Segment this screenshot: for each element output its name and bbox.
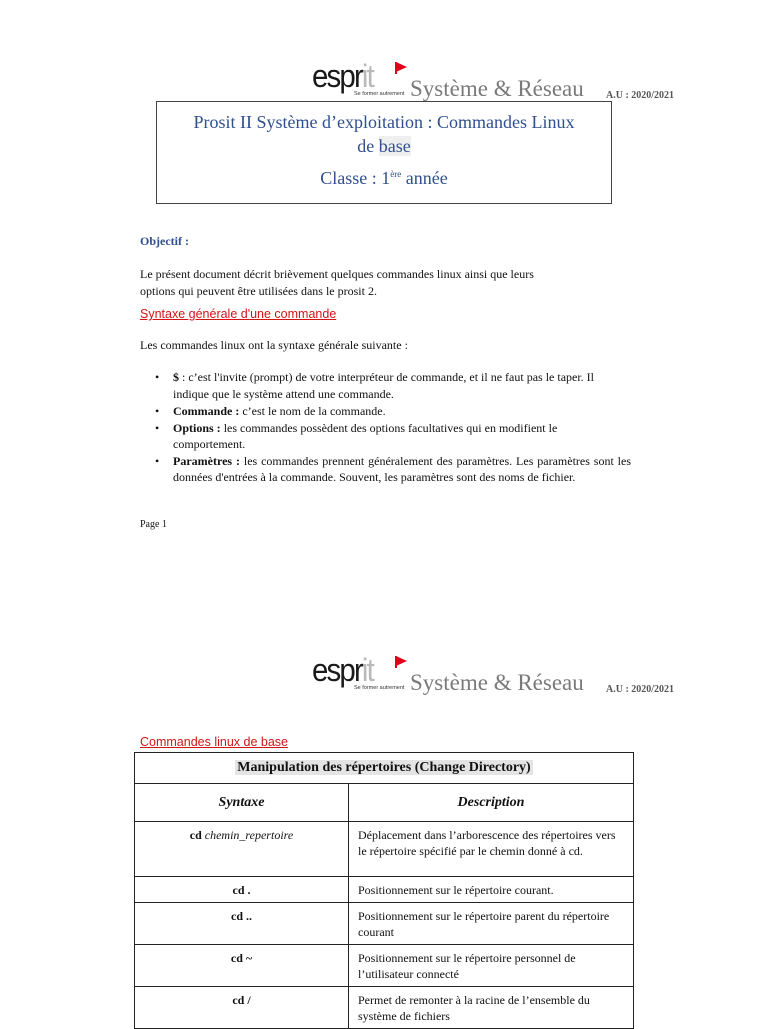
objectif-label: Objectif : [140,234,189,248]
column-header-syntax: Syntaxe [135,784,349,822]
logo-tagline: Se former autrement [354,685,405,691]
syntax-cell: cd .. [135,903,349,945]
page-number: Page 1 [140,519,167,530]
list-item: • $ : c’est l'invite (prompt) de votre interpréteur de commande, et il ne faut pas le taper. Il indique que le système attend une commande. [155,370,595,401]
syntax-cell: cd . [135,877,349,903]
header-year: A.U : 2020/2021 [606,684,675,695]
section-heading-commands: Commandes linux de base [140,735,288,749]
flag-icon [396,62,407,72]
logo-tagline: Se former autrement [354,91,405,97]
table-row [135,987,634,1029]
esprit-logo [312,654,412,694]
syntax-cell: cd / [135,987,349,1029]
table-row [135,822,634,877]
class-label: Classe : 1ère année [320,168,448,188]
list-item: • Options : les commandes possèdent des options facultatives qui en modifient le comportement. [155,420,558,451]
header-title: Système & Réseau [410,76,584,101]
syntax-cell: cd chemin_repertoire [135,822,349,877]
table-row [135,903,634,945]
syntax-intro: Les commandes linux ont la syntaxe générale suivante : [140,338,408,352]
header-year: A.U : 2020/2021 [606,90,675,101]
table-caption: Manipulation des répertoires (Change Directory) [135,753,634,784]
title-box [156,101,612,204]
syntax-bullet-list [155,369,631,486]
document-title: Prosit II Système d’exploitation : Commandes Linux de base [193,112,575,156]
section-heading-syntax: Syntaxe générale d'une commande [140,307,337,321]
list-item: • Commande : c’est le nom de la commande. [155,404,386,418]
logo-wordmark: esprit [312,652,373,688]
header-title: Système & Réseau [410,670,584,695]
description-cell: Permet de remonter à la racine de l’ensemble du système de fichiers [349,987,634,1029]
flag-icon [396,656,407,666]
list-item: • Paramètres : les commandes prennent généralement des paramètres. Les paramètres sont les données d'entrées à la commande. Souvent, les paramètres sont des noms de fichier. [155,453,632,484]
description-cell: Déplacement dans l’arborescence des répertoires vers le répertoire spécifié par le chemin donné à cd. [349,822,634,877]
directory-commands-table [134,752,634,1029]
description-cell: Positionnement sur le répertoire personnel de l’utilisateur connecté [349,945,634,987]
esprit-logo [312,60,412,100]
table-row [135,877,634,903]
intro-paragraph: Le présent document décrit brièvement quelques commandes linux ainsi que leurs options qui peuvent être utilisées dans le prosit 2. [140,267,534,298]
table-row [135,945,634,987]
logo-wordmark: esprit [312,58,373,94]
description-cell: Positionnement sur le répertoire parent du répertoire courant [349,903,634,945]
syntax-cell: cd ~ [135,945,349,987]
column-header-description: Description [349,784,634,822]
description-cell: Positionnement sur le répertoire courant. [349,877,634,903]
